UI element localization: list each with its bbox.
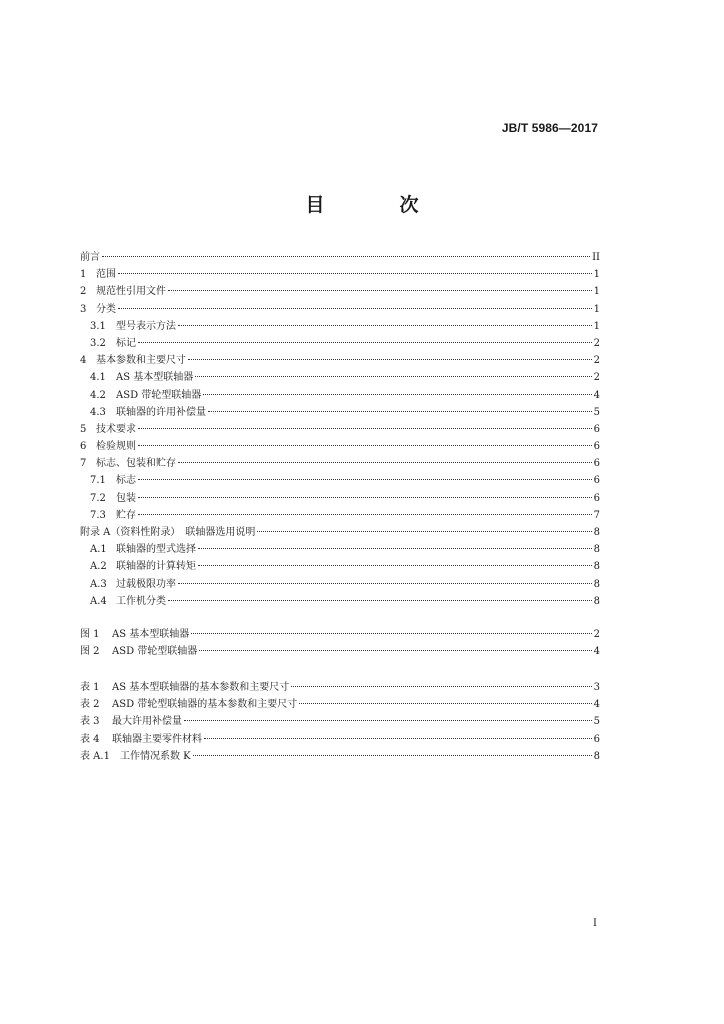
toc-entry-page: 1 (593, 286, 600, 298)
toc-entry-label: 技术要求 (96, 423, 136, 435)
toc-entry-page: 6 (593, 733, 600, 745)
toc-entry-page: 8 (593, 595, 600, 607)
toc-entry[interactable] (80, 455, 600, 472)
toc-entry-label: ASD 带轮型联轴器 (112, 646, 198, 658)
toc-entry-label: 检验规则 (96, 441, 136, 453)
toc-entry-page: 1 (593, 269, 600, 281)
toc-entry-number: 7.2 (90, 492, 106, 504)
toc-entry-label: 最大许用补偿量 (112, 716, 182, 728)
toc-table-list (80, 679, 600, 765)
dot-leader (168, 600, 592, 601)
toc-entry[interactable] (80, 301, 600, 318)
toc-entry-number: 表 A.1 (80, 750, 110, 762)
toc-entry[interactable] (80, 748, 600, 765)
toc-entry-number: 7.3 (90, 509, 106, 521)
dot-leader (168, 290, 592, 291)
toc-entry[interactable] (80, 387, 600, 404)
toc-entry-label: 标记 (116, 337, 136, 349)
page-title: 目 次 (305, 194, 447, 216)
toc-entry-page: 8 (593, 578, 600, 590)
dot-leader (299, 703, 591, 704)
dot-leader (203, 394, 591, 395)
toc-entry-page: 5 (593, 406, 600, 418)
toc-entry-number: 图 2 (80, 646, 100, 658)
dot-leader (118, 308, 592, 309)
dot-leader (184, 720, 592, 721)
toc-entry[interactable] (80, 558, 600, 575)
toc-entry-label: 标志 (116, 475, 136, 487)
dot-leader (198, 565, 592, 566)
toc-entry[interactable] (80, 576, 600, 593)
dot-leader (178, 462, 592, 463)
toc-entry-page: 6 (593, 441, 600, 453)
toc-entry-number: 3 (80, 303, 87, 315)
toc-entry[interactable] (80, 696, 600, 713)
toc-entry[interactable] (80, 421, 600, 438)
toc-entry-label: ASD 带轮型联轴器的基本参数和主要尺寸 (112, 699, 298, 711)
dot-leader (102, 256, 590, 257)
toc-entry-page: II (592, 252, 600, 263)
toc-entry[interactable] (80, 404, 600, 421)
toc-entry-label: 基本参数和主要尺寸 (96, 355, 186, 367)
toc-entry-page: 2 (593, 372, 600, 384)
toc-entry[interactable] (80, 318, 600, 335)
dot-leader (118, 273, 592, 274)
toc-entry-label: AS 基本型联轴器 (116, 372, 194, 384)
dot-leader (188, 359, 592, 360)
toc-entry[interactable] (80, 626, 600, 643)
toc-entry-label: 联轴器的许用补偿量 (116, 406, 206, 418)
toc-entry-number: A.2 (90, 561, 107, 573)
dot-leader (138, 445, 592, 446)
toc-entry-number: A.3 (90, 578, 107, 590)
toc-entry-label: 过载极限功率 (116, 578, 176, 590)
page-number: I (593, 918, 597, 929)
toc-entry-number: 6 (80, 441, 87, 453)
toc-entry[interactable] (80, 679, 600, 696)
dot-leader (199, 650, 591, 651)
dot-leader (291, 686, 591, 687)
toc-entry-page: 2 (593, 355, 600, 367)
toc-entry-page: 3 (593, 682, 600, 693)
toc-entry-page: 1 (593, 320, 600, 332)
toc-entry-number: 表 1 (80, 682, 100, 693)
toc-entry-page: 6 (593, 492, 600, 504)
toc-entry[interactable] (80, 541, 600, 558)
toc-entry-page: 8 (593, 561, 600, 573)
toc-entry[interactable] (80, 472, 600, 489)
toc-figure-list (80, 626, 600, 660)
toc-entry-label: 范围 (96, 269, 116, 281)
dot-leader (138, 497, 592, 498)
toc-entry[interactable] (80, 266, 600, 283)
dot-leader (178, 325, 592, 326)
dot-leader (198, 548, 592, 549)
toc-entry[interactable] (80, 352, 600, 369)
toc-entry-page: 4 (593, 389, 600, 401)
dot-leader (178, 583, 592, 584)
toc-entry-number: 表 4 (80, 733, 100, 745)
dot-leader (193, 755, 592, 756)
toc-entry-page: 4 (593, 646, 600, 658)
toc-entry-label: 包装 (116, 492, 136, 504)
toc-entry-number: 3.1 (90, 320, 106, 332)
toc-entry[interactable] (80, 524, 600, 541)
dot-leader (138, 428, 592, 429)
dot-leader (195, 376, 591, 377)
dot-leader (257, 531, 591, 532)
dot-leader (138, 479, 592, 480)
toc-entry-page: 2 (593, 629, 600, 640)
toc-entry-number: 7 (80, 458, 87, 470)
toc-entry-number: 表 2 (80, 699, 100, 711)
toc-entry-number: A.1 (90, 544, 107, 556)
toc-entry-number: 3.2 (90, 337, 106, 349)
toc-entry[interactable] (80, 438, 600, 455)
dot-leader (208, 411, 592, 412)
toc-entry-label: AS 基本型联轴器 (112, 629, 190, 640)
toc-entry-page: 6 (593, 423, 600, 435)
toc-entry-number: 4 (80, 355, 87, 367)
toc-entry-page: 8 (593, 544, 600, 556)
toc-entry-number: 图 1 (80, 629, 100, 640)
toc-entry-label: 联轴器的型式选择 (116, 544, 196, 556)
toc-entry-page: 6 (593, 458, 600, 470)
dot-leader (138, 514, 592, 515)
toc-entry-label: 工作情况系数 K (120, 750, 191, 762)
standard-code: JB/T 5986—2017 (501, 121, 598, 135)
toc-entry[interactable] (80, 593, 600, 610)
toc-entry-page: 2 (593, 337, 600, 349)
toc-entry-number: A.4 (90, 595, 107, 607)
toc-entry-number: 7.1 (90, 475, 106, 487)
toc-entry-label: 附录 A（资料性附录） 联轴器选用说明 (80, 527, 256, 538)
toc-entry-label: 标志、包装和贮存 (96, 458, 176, 470)
toc-entry-number: 4.2 (90, 389, 106, 401)
toc-entry[interactable] (80, 507, 600, 524)
toc-entry-page: 4 (593, 699, 600, 711)
toc-entry-label: 联轴器主要零件材料 (112, 733, 202, 745)
toc-entry-page: 7 (593, 509, 600, 521)
toc-entry-label: 分类 (96, 303, 116, 315)
toc-entry-number: 表 3 (80, 716, 100, 728)
toc-entry-label: 工作机分类 (116, 595, 166, 607)
toc-entry-number: 4.3 (90, 406, 106, 418)
toc-entry[interactable] (80, 731, 600, 748)
toc-entry-label: 贮存 (116, 509, 136, 521)
dot-leader (204, 738, 592, 739)
dot-leader (191, 633, 591, 634)
toc-entry-page: 6 (593, 475, 600, 487)
toc-entry-number: 1 (80, 269, 87, 281)
toc-entry[interactable] (80, 490, 600, 507)
toc-entry-label: 型号表示方法 (116, 320, 176, 332)
toc-entry[interactable] (80, 335, 600, 352)
toc-entry[interactable] (80, 643, 600, 660)
toc-entry-label: 联轴器的计算转矩 (116, 561, 196, 573)
toc-entry[interactable] (80, 713, 600, 730)
toc-entry-number: 4.1 (90, 372, 106, 384)
toc-entry-label: 规范性引用文件 (96, 286, 166, 298)
toc-entry-label: AS 基本型联轴器的基本参数和主要尺寸 (112, 682, 290, 693)
toc-entry-page: 8 (593, 750, 600, 762)
toc-entry-page: 5 (593, 716, 600, 728)
toc-entry-label: 前言 (80, 252, 100, 263)
dot-leader (138, 342, 592, 343)
toc-entry-page: 1 (593, 303, 600, 315)
toc-entry-number: 2 (80, 286, 87, 298)
toc-entry[interactable] (80, 283, 600, 300)
toc-entry-number: 5 (80, 423, 87, 435)
toc-entry-label: ASD 带轮型联轴器 (116, 389, 202, 401)
toc-entry[interactable] (80, 249, 600, 266)
toc-main-list (80, 249, 600, 610)
toc-entry-page: 8 (593, 527, 600, 538)
toc-entry[interactable] (80, 369, 600, 386)
